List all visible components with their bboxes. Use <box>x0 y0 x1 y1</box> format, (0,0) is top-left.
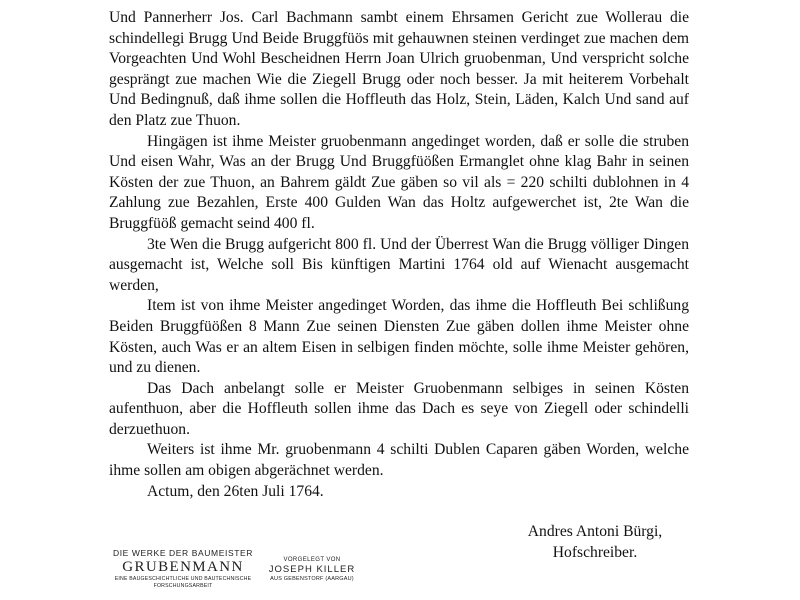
paragraph-1: Und Pannerherr Jos. Carl Bachmann sambt einem Ehrsamen Gericht zue Wollerau die schindellegi Brugg Und Beide Bruggfüös mit gehauwnen steinen verdinget zue machen dem Vorgeachten Und Wohl Bescheidnen Herrn Joan Ulrich gruobenman, Und verspricht solche gesprängt zue machen Wie die Ziegell Brugg oder noch besser. Ja mit heiterem Vorbehalt Und Bedingnuß, daß ihme sollen die Hoffleuth das Holz, Stein, Läden, Kalch Und sand auf den Platz zue Thuon. <box>109 9 689 129</box>
document-body <box>109 8 689 502</box>
signature-block <box>510 522 680 563</box>
book-series: DIE WERKE DER BAUMEISTER <box>112 548 254 558</box>
signature-name: Andres Antoni Bürgi, <box>527 523 663 540</box>
paragraph-3: 3te Wen die Brugg aufgericht 800 fl. Und der Überrest Wan die Brugg völliger Dingen ausgemacht ist, Welche soll Bis künftigen Martini 1764 old auf Wienacht ausgemacht werden, <box>109 235 689 294</box>
book-subtitle: EINE BAUGESCHICHTLICHE UND BAUTECHNISCHE <box>114 576 252 582</box>
author-origin: AUS GEBENSTORF (AARGAU) <box>270 576 354 582</box>
author-credit <box>262 556 362 583</box>
paragraph-4: Item ist von ihme Meister angedinget Worden, das ihme die Hoffleuth Bei schlißung Beiden Bruggfüößen 8 Mann Zue seinen Diensten Zue gäben dollen ihme Meister ohne Kösten, auch Was er an altem Eisen in selbigen finden möchte, solle ihme Meister gehören, und zu dienen. <box>109 297 689 377</box>
book-subtitle-2: FORSCHUNGSARBEIT <box>153 582 213 589</box>
book-title: GRUBENMANN <box>122 559 244 575</box>
paragraph-7: Actum, den 26ten Juli 1764. <box>147 482 324 500</box>
signature-title: Hofschreiber. <box>552 543 638 561</box>
book-credit <box>108 548 258 589</box>
paragraph-5: Das Dach anbelangt solle er Meister Gruobenmann selbiges in seinen Kösten aufenthuon, aber die Hoffleuth sollen ihme das Dach es seye von Ziegell oder schindelli derzuethuon. <box>109 379 689 438</box>
paragraph-2: Hingägen ist ihme Meister gruobenmann angedinget worden, daß er solle die struben Und eisen Wahr, Was an der Brugg Und Bruggfüößen Ermanglet ohne klag Bahr in seinen Kösten der zue Thuon, an Bahrem gäldt Zue gäben so vil als = 220 schilti dublohnen in 4 Zahlung zue Bezahlen, Erste 400 Gulden Wan das Holtz aufgewerchet ist, 2te Wan die Bruggfüöß gemacht seind 400 fl. <box>109 132 689 232</box>
paragraph-6: Weiters ist ihme Mr. gruobenmann 4 schilti Dublen Caparen gäben Worden, welche ihme sollen am obigen abgerächnet werden. <box>109 441 689 480</box>
author-presented-by: VORGELEGT VON <box>283 557 341 563</box>
author-name: JOSEPH KILLER <box>268 564 356 575</box>
